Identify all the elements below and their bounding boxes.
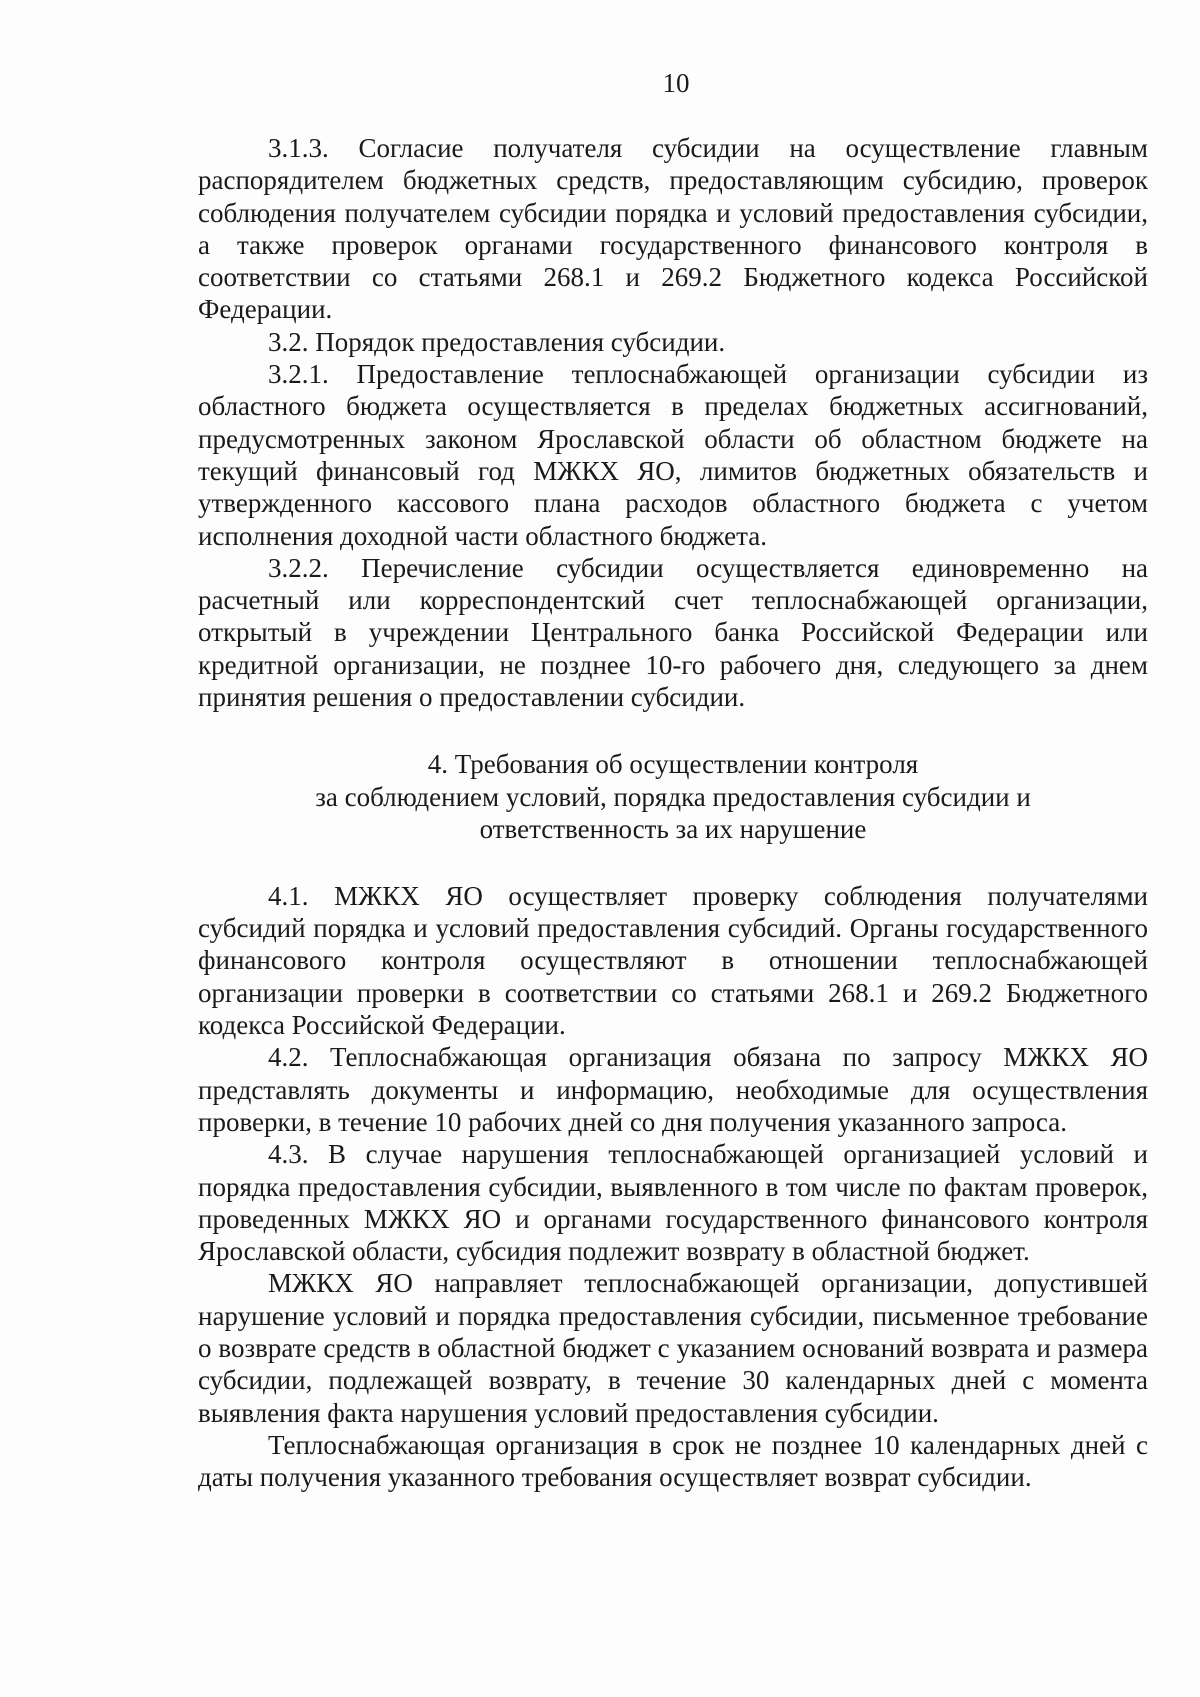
paragraph-4-1: 4.1. МЖКХ ЯО осуществляет проверку соблюдения получателями субсидий порядка и условий предоставления субсидий. Органы государственного финансового контроля осуществляют в отношении теплоснабжающей организации проверки в соответствии со статьями 268.1 и 269.2 Бюджетного кодекса Российской Федерации. xyxy=(198,880,1148,1041)
paragraph-3-2-1: 3.2.1. Предоставление теплоснабжающей организации субсидии из областного бюджета осуществляется в пределах бюджетных ассигнований, предусмотренных законом Ярославской области об областном бюджете на текущий финансовый год МЖКХ ЯО, лимитов бюджетных обязательств и утвержденного кассового плана расходов областного бюджета с учетом исполнения доходной части областного бюджета. xyxy=(198,359,1148,551)
section-heading-line-1: 4. Требования об осуществлении контроля xyxy=(427,749,919,780)
page-number: 10 xyxy=(662,68,690,98)
paragraph-3-1-3: 3.1.3. Согласие получателя субсидии на осуществление главным распорядителем бюджетных средств, предоставляющим субсидию, проверок соблюдения получателем субсидии порядка и условий предоставления субсидии, а также проверок органами государственного финансового контроля в соответствии со статьями 268.1 и 269.2 Бюджетного кодекса Российской Федерации. xyxy=(198,133,1148,325)
paragraph-refund-deadline: Теплоснабжающая организация в срок не позднее 10 календарных дней с даты получения указанного требования осуществляет возврат субсидии. xyxy=(198,1429,1148,1493)
paragraph-4-2: 4.2. Теплоснабжающая организация обязана по запросу МЖКХ ЯО представлять документы и информацию, необходимые для осуществления проверки, в течение 10 рабочих дней со дня получения указанного запроса. xyxy=(198,1042,1148,1137)
paragraph-refund-demand: МЖКХ ЯО направляет теплоснабжающей организации, допустившей нарушение условий и порядка предоставления субсидии, письменное требование о возврате средств в областной бюджет с указанием оснований возврата и размера субсидии, подлежащей возврату, в течение 30 календарных дней с момента выявления факта нарушения условий предоставления субсидии. xyxy=(198,1268,1148,1428)
document-body xyxy=(198,132,1148,1493)
section-heading-line-2: за соблюдением условий, порядка предоставления субсидии и xyxy=(315,781,1031,812)
paragraph-4-3: 4.3. В случае нарушения теплоснабжающей организацией условий и порядка предоставления субсидии, выявленного в том числе по фактам проверок, проведенных МЖКХ ЯО и органами государственного финансового контроля Ярославской области, субсидия подлежит возврату в областной бюджет. xyxy=(198,1139,1148,1267)
section-heading-line-3: ответственность за их нарушение xyxy=(479,814,867,845)
paragraph-3-2: 3.2. Порядок предоставления субсидии. xyxy=(268,326,726,357)
section-4-heading xyxy=(198,748,1148,846)
paragraph-3-2-2: 3.2.2. Перечисление субсидии осуществляется единовременно на расчетный или корреспондентский счет теплоснабжающей организации, открытый в учреждении Центрального банка Российской Федерации или кредитной организации, не позднее 10-го рабочего дня, следующего за днем принятия решения о предоставлении субсидии. xyxy=(198,552,1148,713)
